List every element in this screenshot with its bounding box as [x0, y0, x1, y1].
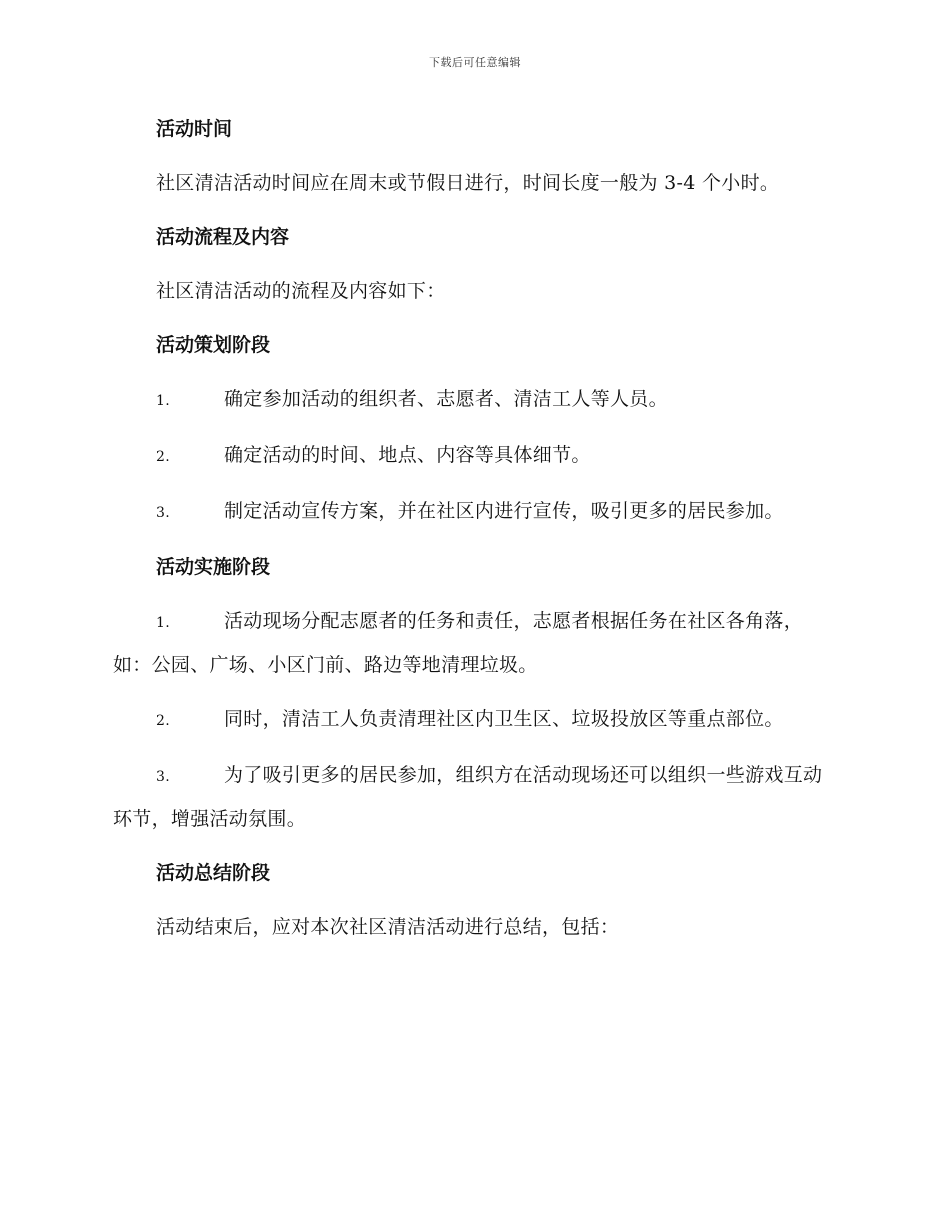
heading-planning-stage: 活动策划阶段: [156, 334, 271, 356]
heading-process: 活动流程及内容: [156, 226, 290, 248]
list-item: [113, 600, 835, 686]
paragraph-activity-time: 社区清洁活动时间应在周末或节假日进行，时间长度一般为 3-4 个小时。: [156, 172, 780, 194]
paragraph-summary: 活动结束后，应对本次社区清洁活动进行总结，包括：: [156, 916, 620, 938]
list-item-text: 确定参加活动的组织者、志愿者、清洁工人等人员。: [224, 388, 668, 410]
list-item-text: 同时，清洁工人负责清理社区内卫生区、垃圾投放区等重点部位。: [224, 708, 784, 730]
list-item: [113, 434, 835, 478]
page-header: 下载后可任意编辑: [429, 56, 521, 69]
list-item-number: 2.: [156, 713, 170, 729]
list-item-number: 1.: [156, 615, 170, 631]
list-item-number: 1.: [156, 393, 170, 409]
list-item-number: 3.: [156, 769, 170, 785]
document-body: [113, 108, 835, 960]
paragraph-process: 社区清洁活动的流程及内容如下：: [156, 280, 446, 302]
list-item: [113, 378, 835, 422]
list-item: [113, 698, 835, 742]
list-item: [113, 754, 835, 840]
list-item-text: 确定活动的时间、地点、内容等具体细节。: [224, 444, 591, 466]
heading-implementation-stage: 活动实施阶段: [156, 556, 271, 578]
list-item-text: 为了吸引更多的居民参加，组织方在活动现场还可以组织一些游戏互动环节，增强活动氛围。: [113, 764, 823, 830]
list-item-text: 活动现场分配志愿者的任务和责任，志愿者根据任务在社区各角落，如：公园、广场、小区门前、路边等地清理垃圾。: [113, 610, 804, 676]
list-item: [113, 490, 835, 534]
list-item-text: 制定活动宣传方案，并在社区内进行宣传，吸引更多的居民参加。: [224, 500, 784, 522]
heading-summary-stage: 活动总结阶段: [156, 862, 271, 884]
heading-activity-time: 活动时间: [156, 118, 233, 140]
list-item-number: 3.: [156, 505, 170, 521]
list-item-number: 2.: [156, 449, 170, 465]
